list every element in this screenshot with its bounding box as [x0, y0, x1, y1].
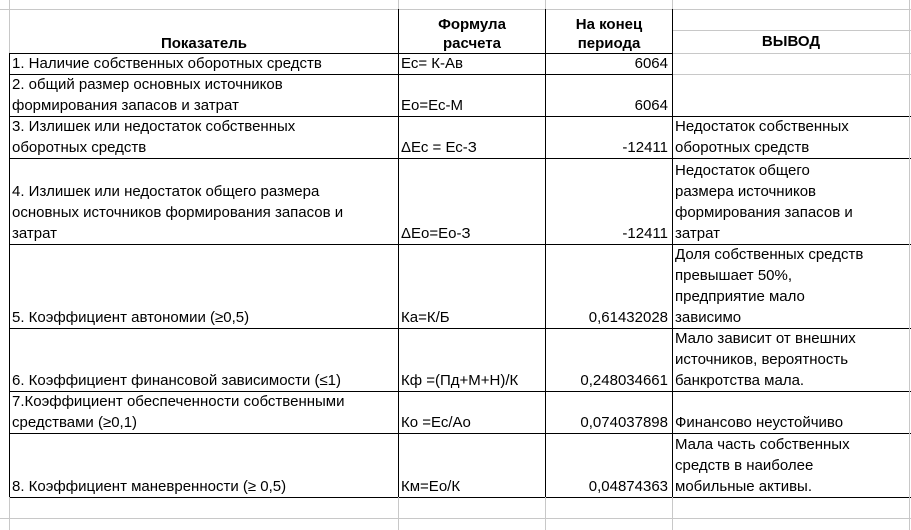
- row-3-conclusion[interactable]: [675, 117, 909, 158]
- cell-text: Формула расчета: [438, 16, 506, 52]
- grid-line: [672, 497, 673, 530]
- cell-text: Км=Ео/К: [401, 478, 461, 495]
- cell-text: -12411: [622, 139, 668, 156]
- table-border: [398, 9, 399, 497]
- row-3-value[interactable]: [546, 117, 668, 158]
- cell-text: 4. Излишек или недостаток общего размера основных источников формирования запасов и затрат: [12, 183, 344, 242]
- row-4-indicator[interactable]: [12, 159, 398, 244]
- row-2-formula[interactable]: [401, 75, 545, 116]
- cell-text: Ка=К/Б: [401, 309, 450, 326]
- cell-text: Мала часть собственных средств в наиболее мобильные активы.: [675, 436, 850, 495]
- cell-text: 7.Коэффициент обеспеченности собственными средствами (≥0,1): [12, 393, 345, 431]
- row-2-value[interactable]: [546, 75, 668, 116]
- row-6-formula[interactable]: [401, 329, 545, 391]
- table-border: [9, 53, 10, 497]
- grid-line: [398, 0, 399, 9]
- row-7-indicator[interactable]: [12, 392, 398, 433]
- cell-text: Недостаток общего размера источников формирования запасов и затрат: [675, 162, 853, 242]
- grid-line: [545, 497, 546, 530]
- cell-text: Ео=Ес-М: [401, 97, 463, 114]
- row-1-indicator[interactable]: [12, 54, 398, 74]
- row-7-formula[interactable]: [401, 392, 545, 433]
- grid-line: [909, 0, 910, 530]
- row-5-formula[interactable]: [401, 245, 545, 328]
- header-period[interactable]: [546, 10, 672, 53]
- grid-line: [0, 518, 911, 519]
- cell-text: 6064: [634, 97, 668, 114]
- cell-text: Показатель: [160, 35, 247, 52]
- row-4-value[interactable]: [546, 159, 668, 244]
- cell-text: 1. Наличие собственных оборотных средств: [12, 55, 322, 72]
- row-7-conclusion[interactable]: [675, 392, 909, 433]
- cell-text: На конец периода: [575, 16, 643, 52]
- row-5-value[interactable]: [546, 245, 668, 328]
- cell-text: Ес= К-Ав: [401, 55, 463, 72]
- cell-text: ΔЕс = Ес-З: [401, 139, 477, 156]
- grid-line: [545, 0, 546, 9]
- cell-text: Финансово неустойчиво: [675, 414, 844, 431]
- grid-line: [9, 497, 10, 530]
- cell-text: 3. Излишек или недостаток собственных оборотных средств: [12, 118, 296, 156]
- cell-text: 6. Коэффициент финансовой зависимости (≤1): [12, 372, 342, 389]
- cell-text: Доля собственных средств превышает 50%, предприятие мало зависимо: [675, 246, 864, 326]
- cell-text: Мало зависит от внешних источников, вероятность банкротства мала.: [675, 330, 856, 389]
- cell-text: 8. Коэффициент маневренности (≥ 0,5): [12, 478, 287, 495]
- cell-text: Ко =Ес/Ао: [401, 414, 471, 431]
- row-6-value[interactable]: [546, 329, 668, 391]
- row-8-formula[interactable]: [401, 434, 545, 497]
- cell-text: 0,248034661: [580, 372, 668, 389]
- cell-text: Кф =(Пд+М+Н)/К: [401, 372, 519, 389]
- cell-text: ВЫВОД: [761, 33, 821, 50]
- row-4-conclusion[interactable]: [675, 159, 909, 244]
- row-8-value[interactable]: [546, 434, 668, 497]
- row-1-formula[interactable]: [401, 54, 545, 74]
- row-8-indicator[interactable]: [12, 434, 398, 497]
- cell-text: 0,04874363: [588, 478, 668, 495]
- cell-text: 0,074037898: [580, 414, 668, 431]
- header-conclusion[interactable]: [673, 32, 909, 53]
- header-formula[interactable]: [399, 10, 545, 53]
- row-7-value[interactable]: [546, 392, 668, 433]
- row-5-indicator[interactable]: [12, 245, 398, 328]
- table-border: [9, 497, 911, 498]
- grid-line: [672, 74, 911, 75]
- row-4-formula[interactable]: [401, 159, 545, 244]
- row-3-indicator[interactable]: [12, 117, 398, 158]
- cell-text: Недостаток собственных оборотных средств: [675, 118, 849, 156]
- cell-text: 5. Коэффициент автономии (≥0,5): [12, 309, 250, 326]
- grid-line: [672, 30, 911, 31]
- row-2-indicator[interactable]: [12, 75, 398, 116]
- grid-line: [398, 497, 399, 530]
- cell-text: 0,61432028: [588, 309, 668, 326]
- table-border: [672, 9, 673, 497]
- cell-text: 6064: [634, 55, 668, 72]
- row-3-formula[interactable]: [401, 117, 545, 158]
- grid-line: [672, 53, 911, 54]
- row-1-value[interactable]: [546, 54, 668, 74]
- cell-text: 2. общий размер основных источников формирования запасов и затрат: [12, 76, 283, 114]
- row-6-indicator[interactable]: [12, 329, 398, 391]
- row-8-conclusion[interactable]: [675, 434, 909, 497]
- header-indicator[interactable]: [10, 10, 398, 53]
- cell-text: -12411: [622, 225, 668, 242]
- grid-line: [672, 0, 673, 9]
- row-6-conclusion[interactable]: [675, 329, 909, 391]
- row-5-conclusion[interactable]: [675, 245, 909, 328]
- cell-text: ΔЕо=Ео-З: [401, 225, 471, 242]
